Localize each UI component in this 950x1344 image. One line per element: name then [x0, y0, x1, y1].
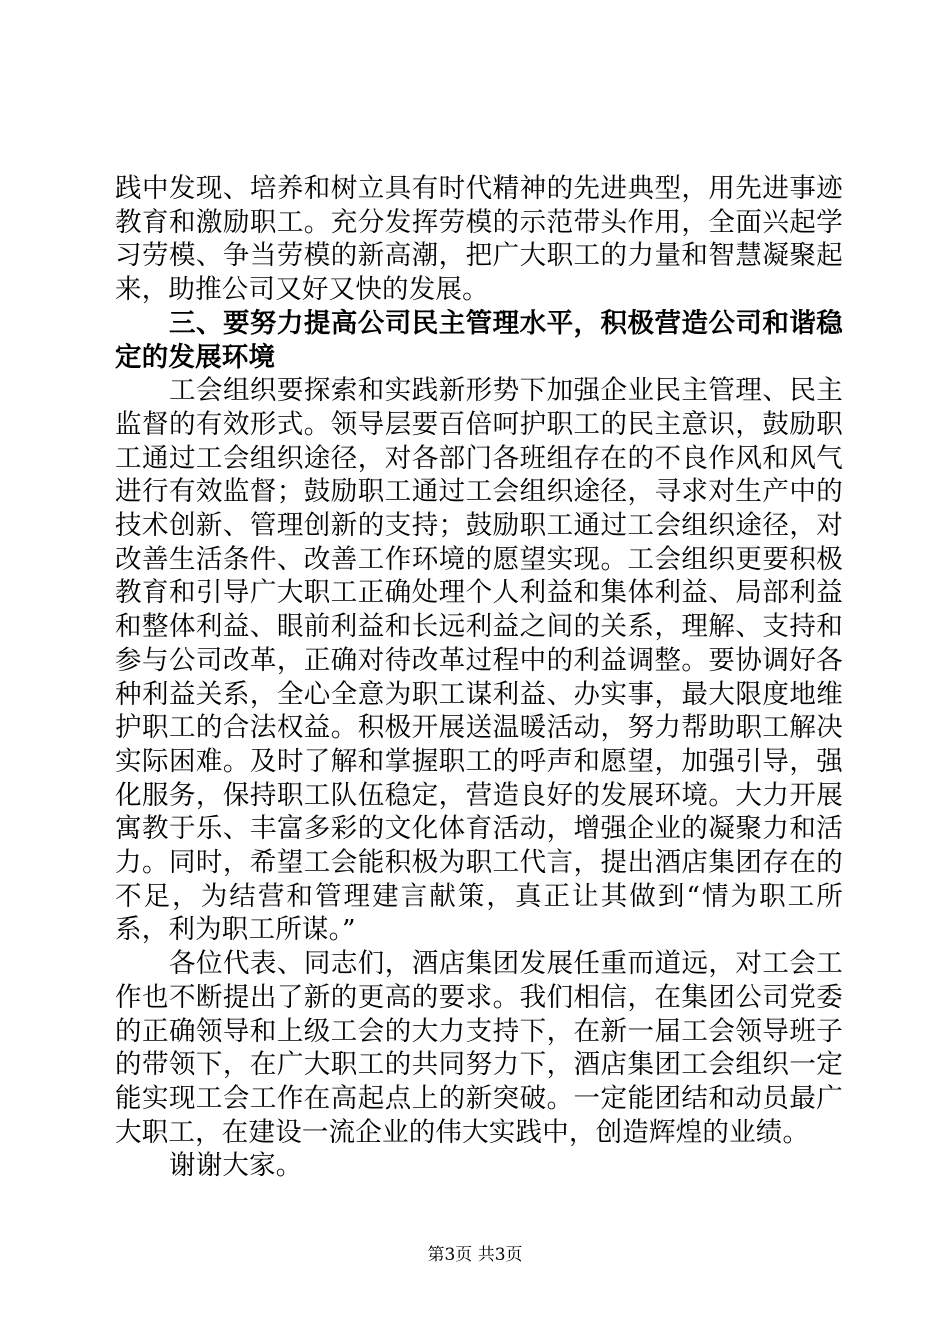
section-heading: 三、要努力提高公司民主管理水平，积极营造公司和谐稳定的发展环境	[115, 307, 843, 373]
page-number: 第3页 共3页	[427, 1245, 523, 1265]
paragraph-democratic-management: 工会组织要探索和实践新形势下加强企业民主管理、民主监督的有效形式。领导层要百倍呵护职工的民主意识，鼓励职工通过工会组织途径，对各部门各班组存在的不良作风和风气进行有效监督；鼓励职工通过工会组织途径，寻求对生产中的技术创新、管理创新的支持；鼓励职工通过工会组织途径，对改善生活条件、改善工作环境的愿望实现。工会组织更要积极教育和引导广大职工正确处理个人利益和集体利益、局部利益和整体利益、眼前利益和长远利益之间的关系，理解、支持和参与公司改革，正确对待改革过程中的利益调整。要协调好各种利益关系，全心全意为职工谋利益、办实事，最大限度地维护职工的合法权益。积极开展送温暖活动，努力帮助职工解决实际困难。及时了解和掌握职工的呼声和愿望，加强引导，强化服务，保持职工队伍稳定，营造良好的发展环境。大力开展寓教于乐、丰富多彩的文化体育活动，增强企业的凝聚力和活力。同时，希望工会能积极为职工代言，提出酒店集团存在的不足，为结营和管理建言献策，真正让其做到“情为职工所系，利为职工所谋。”	[115, 375, 843, 946]
paragraph-thanks: 谢谢大家。	[169, 1150, 303, 1182]
paragraph-continuation: 践中发现、培养和树立具有时代精神的先进典型，用先进事迹教育和激励职工。充分发挥劳模的示范带头作用，全面兴起学习劳模、争当劳模的新高潮，把广大职工的力量和智慧凝聚起来，助推公司又好又快的发展。	[115, 173, 843, 306]
document-body	[115, 172, 843, 1183]
paragraph-closing-remarks: 各位代表、同志们，酒店集团发展任重而道远，对工会工作也不断提出了新的更高的要求。我们相信，在集团公司党委的正确领导和上级工会的大力支持下，在新一届工会领导班子的带领下，在广大职工的共同努力下，酒店集团工会组织一定能实现工会工作在高起点上的新突破。一定能团结和动员最广大职工，在建设一流企业的伟大实践中，创造辉煌的业绩。	[115, 948, 843, 1148]
page-footer	[0, 1244, 950, 1266]
